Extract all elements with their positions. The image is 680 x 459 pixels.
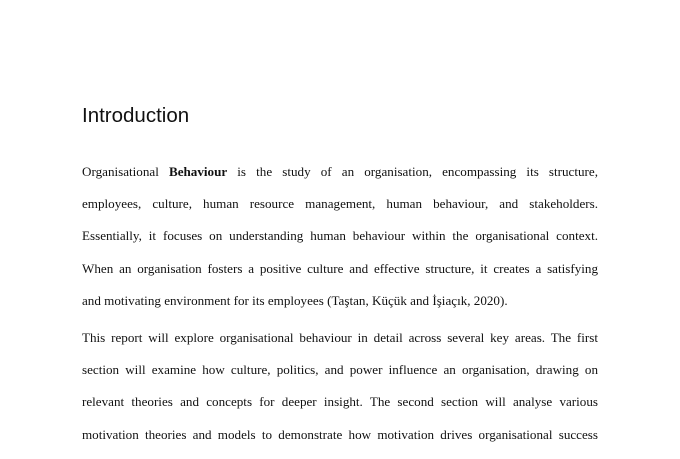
- paragraph-1-line-4: When an organisation fosters a positive culture and effective structure, it creates a satisfying: [82, 260, 598, 276]
- paragraph-1: [82, 156, 598, 317]
- text-run: Organisational: [82, 164, 169, 179]
- paragraph-1-line-3: Essentially, it focuses on understanding human behaviour within the organisational context.: [82, 228, 598, 244]
- paragraph-2: [82, 322, 598, 451]
- paragraph-2-line-1: This report will explore organisational behaviour in detail across several key areas. The first: [82, 330, 598, 345]
- section-heading: Introduction: [82, 104, 190, 127]
- bold-term: Behaviour: [168, 164, 228, 179]
- paragraph-1-line-5: and motivating environment for its employees (Taştan, Küçük and İşiaçık, 2020).: [82, 292, 508, 308]
- paragraph-2-line-2: section will examine how culture, politics, and power influence an organisation, drawing on: [82, 362, 598, 378]
- paragraph-2-line-3: relevant theories and concepts for deeper insight. The second section will analyse various: [82, 394, 598, 410]
- paragraph-1-line-2: employees, culture, human resource management, human behaviour, and stakeholders.: [82, 196, 598, 212]
- paragraph-2-line-4: motivation theories and models to demonstrate how motivation drives organisational success: [82, 426, 598, 442]
- paragraph-1-line-1: [82, 156, 598, 188]
- text-run: is the study of an organisation, encompassing its structure,: [227, 164, 598, 179]
